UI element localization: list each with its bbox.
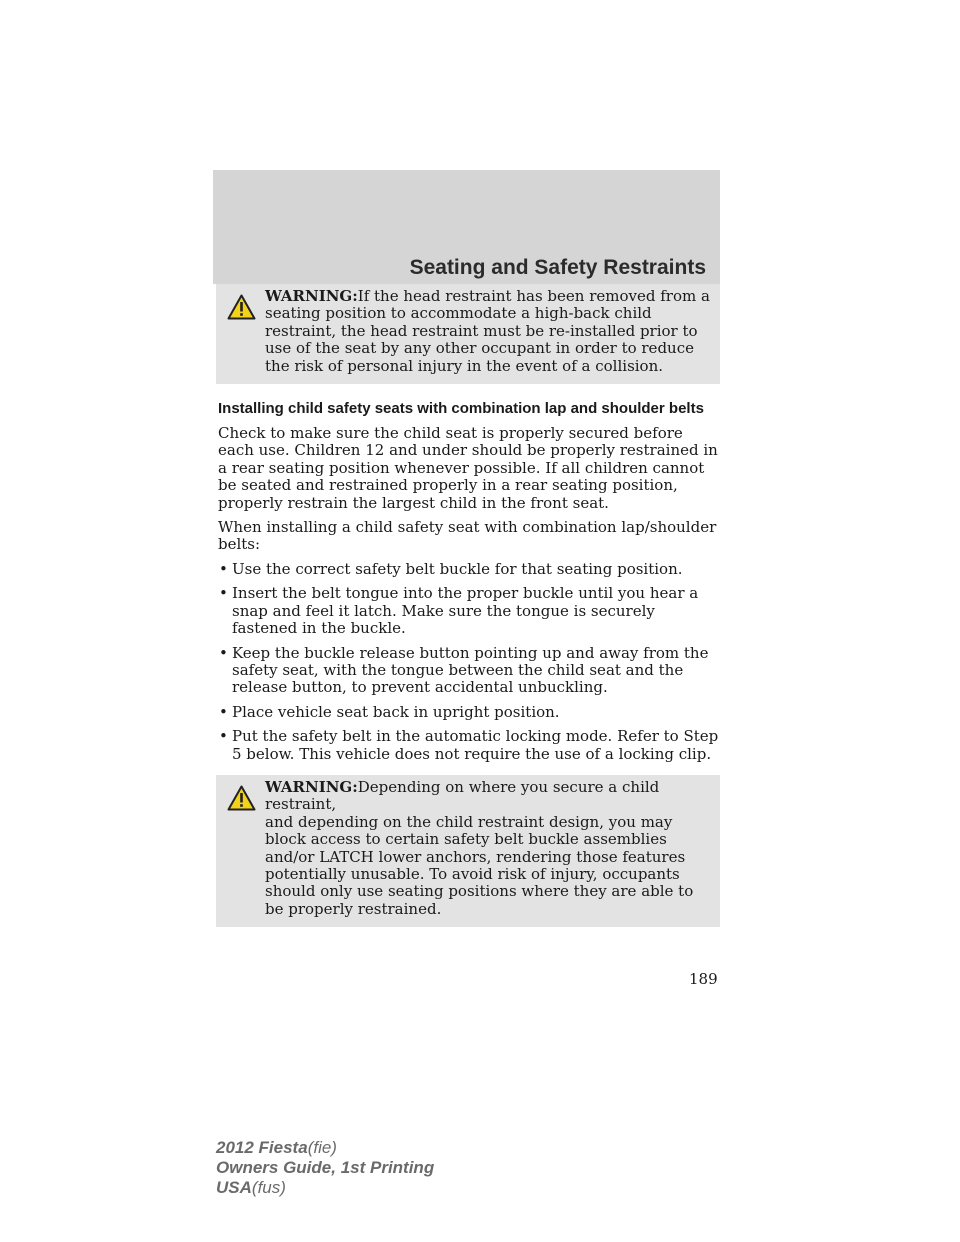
page-content xyxy=(216,284,720,927)
body-paragraph-intro: When installing a child safety seat with combination lap/shoulder belts: xyxy=(218,518,717,554)
list-item xyxy=(216,561,720,578)
footer-model: 2012 Fiesta xyxy=(216,1138,308,1157)
list-item xyxy=(216,728,720,763)
bullet: • xyxy=(219,559,228,578)
section-heading: Installing child safety seats with combination lap and shoulder belts xyxy=(218,400,704,418)
page-number: 189 xyxy=(689,970,718,988)
warning-text-start: Depending on where you secure a child restraint, xyxy=(265,777,660,814)
list-item xyxy=(216,704,720,721)
warning-first-line xyxy=(220,779,714,814)
warning-label: WARNING: xyxy=(265,287,358,305)
list-item xyxy=(216,585,720,637)
footer-model-code: (fie) xyxy=(307,1138,337,1157)
print-footer xyxy=(216,1138,434,1198)
instruction-list xyxy=(216,561,720,763)
footer-market-line xyxy=(216,1178,434,1198)
warning-text-rest: seating position to accommodate a high-back child restraint, the head restraint must be re-installed prior to use of the seat by any other occupant in order to reduce the risk of personal injury in the event of a collision. xyxy=(265,304,698,375)
list-item-text: Insert the belt tongue into the proper buckle until you hear a snap and feel it latch. Make sure the tongue is securely fastened in the buckle. xyxy=(232,584,699,638)
warning-triangle-icon xyxy=(227,785,256,811)
list-item xyxy=(216,645,720,697)
list-item-text: Keep the buckle release button pointing up and away from the safety seat, with the tongue between the child seat and the release button, to prevent accidental unbuckling. xyxy=(232,643,709,697)
footer-guide: Owners Guide, 1st Printing xyxy=(216,1158,435,1177)
warning-text-rest: and depending on the child restraint design, you may block access to certain safety belt buckle assemblies and/or LATCH lower anchors, rendering those features potentially unusable. To avoid risk of injury, occupants should only use seating positions where they are able to be properly restrained. xyxy=(265,812,694,918)
list-item-text: Put the safety belt in the automatic locking mode. Refer to Step 5 below. This vehicle does not require the use of a locking clip. xyxy=(232,727,719,763)
section-title: Seating and Safety Restraints xyxy=(409,256,706,279)
list-item-text: Use the correct safety belt buckle for that seating position. xyxy=(232,559,683,578)
footer-market: USA xyxy=(216,1178,252,1197)
footer-model-line xyxy=(216,1138,434,1158)
list-item-text: Place vehicle seat back in upright position. xyxy=(232,702,560,721)
warning-box-child-restraint xyxy=(216,775,720,927)
body-paragraph: Check to make sure the child seat is properly secured before each use. Children 12 and under should be properly restrained in a rear seating position whenever possible. If all children cannot be seated and restrained properly in a rear seating position, properly restrain the largest child in the front seat. xyxy=(218,424,718,512)
section-header-band xyxy=(213,170,720,284)
warning-box-head-restraint xyxy=(216,284,720,384)
bullet: • xyxy=(219,727,228,746)
warning-label: WARNING: xyxy=(265,777,358,796)
warning-text-start: If the head restraint has been removed from a xyxy=(357,287,710,305)
bullet: • xyxy=(219,702,228,721)
footer-market-code: (fus) xyxy=(251,1178,286,1197)
warning-first-line xyxy=(220,288,714,305)
warning-triangle-icon xyxy=(227,294,256,320)
bullet: • xyxy=(219,643,228,662)
bullet: • xyxy=(219,584,228,603)
